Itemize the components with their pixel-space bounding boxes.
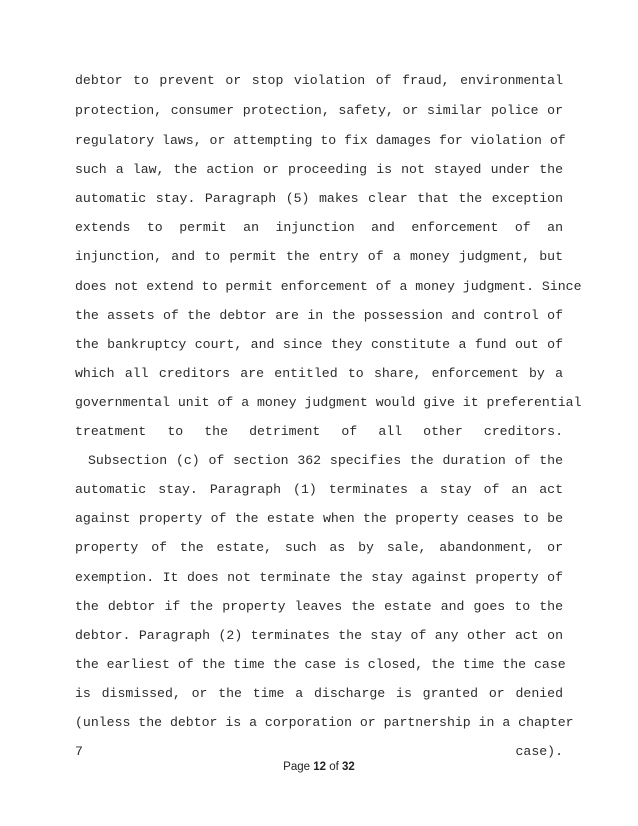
text-line: exemption. It does not terminate the stay against property of <box>75 570 563 585</box>
text-line: the earliest of the time the case is closed, the time the case <box>75 657 566 672</box>
text-line: against property of the estate when the property ceases to be <box>75 511 563 526</box>
text-line: governmental unit of a money judgment would give it preferential <box>75 395 582 410</box>
text-line: the debtor if the property leaves the estate and goes to the <box>75 599 563 614</box>
text-line: debtor. Paragraph (2) terminates the stay of any other act on <box>75 628 563 643</box>
text-line: which all creditors are entitled to share, enforcement by a <box>75 366 563 381</box>
text-line: protection, consumer protection, safety, or similar police or <box>75 103 563 118</box>
footer-page-label: Page <box>283 761 311 773</box>
paragraph-first-line: Subsection (c) of section 362 specifies the duration of the <box>88 453 563 468</box>
footer-total-pages: 32 <box>342 761 355 773</box>
text-line: is dismissed, or the time a discharge is granted or denied <box>75 686 563 701</box>
footer-of-label: of <box>329 761 339 773</box>
text-line: debtor to prevent or stop violation of fraud, environmental <box>75 73 563 88</box>
text-line: regulatory laws, or attempting to fix damages for violation of <box>75 133 566 148</box>
text-line: property of the estate, such as by sale, abandonment, or <box>75 540 563 555</box>
text-line: such a law, the action or proceeding is not stayed under the <box>75 162 563 177</box>
text-line: the assets of the debtor are in the possession and control of <box>75 308 563 323</box>
text-line: treatment to the detriment of all other creditors. <box>75 424 563 439</box>
text-line: extends to permit an injunction and enforcement of an <box>75 220 563 235</box>
text-line: automatic stay. Paragraph (5) makes clear that the exception <box>75 191 563 206</box>
text-line: injunction, and to permit the entry of a money judgment, but <box>75 249 563 264</box>
text-line: (unless the debtor is a corporation or partnership in a chapter <box>75 715 574 730</box>
footer-current-page: 12 <box>313 761 327 773</box>
text-line: the bankruptcy court, and since they constitute a fund out of <box>75 337 563 352</box>
text-line: 7 case). <box>75 744 563 759</box>
page-number-footer <box>0 761 638 773</box>
text-line: does not extend to permit enforcement of a money judgment. Since <box>75 279 582 294</box>
text-line: automatic stay. Paragraph (1) terminates a stay of an act <box>75 482 563 497</box>
